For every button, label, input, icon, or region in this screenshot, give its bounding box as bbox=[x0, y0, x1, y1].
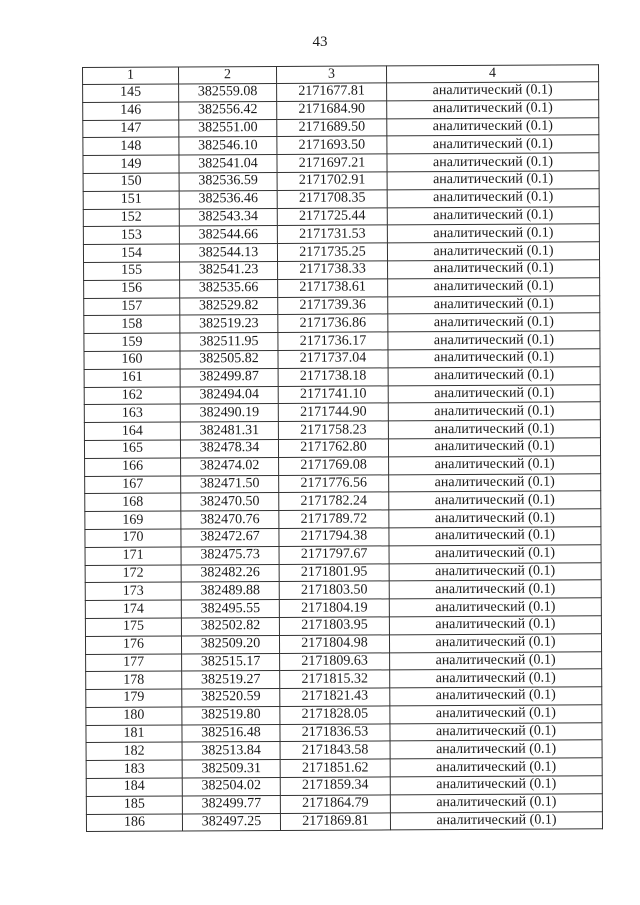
method-cell: аналитический (0.1) bbox=[388, 313, 600, 332]
point-number-cell: 166 bbox=[85, 458, 181, 476]
method-cell: аналитический (0.1) bbox=[389, 456, 601, 475]
x-coordinate-cell: 382475.73 bbox=[181, 546, 279, 564]
point-number-cell: 153 bbox=[83, 226, 179, 244]
x-coordinate-cell: 382470.50 bbox=[181, 493, 279, 511]
y-coordinate-cell: 2171725.44 bbox=[277, 207, 387, 225]
method-cell: аналитический (0.1) bbox=[390, 758, 602, 777]
y-coordinate-cell: 2171736.17 bbox=[278, 332, 388, 350]
method-cell: аналитический (0.1) bbox=[389, 545, 601, 564]
page-number: 43 bbox=[312, 34, 328, 50]
point-number-cell: 175 bbox=[85, 618, 181, 636]
point-number-cell: 170 bbox=[85, 529, 181, 547]
point-number-cell: 173 bbox=[85, 582, 181, 600]
method-cell: аналитический (0.1) bbox=[388, 278, 600, 297]
point-number-cell: 169 bbox=[85, 511, 181, 529]
point-number-cell: 152 bbox=[83, 209, 179, 227]
x-coordinate-cell: 382509.20 bbox=[181, 635, 279, 653]
y-coordinate-cell: 2171776.56 bbox=[279, 474, 389, 492]
y-coordinate-cell: 2171739.36 bbox=[278, 296, 388, 314]
point-number-cell: 159 bbox=[84, 333, 180, 351]
y-coordinate-cell: 2171758.23 bbox=[278, 421, 388, 439]
y-coordinate-cell: 2171762.80 bbox=[278, 439, 388, 457]
y-coordinate-cell: 2171859.34 bbox=[280, 777, 390, 795]
point-number-cell: 181 bbox=[86, 725, 182, 743]
point-number-cell: 180 bbox=[86, 707, 182, 725]
point-number-cell: 164 bbox=[84, 422, 180, 440]
point-number-cell: 149 bbox=[83, 155, 179, 173]
point-number-cell: 183 bbox=[86, 760, 182, 778]
column-header-1: 1 bbox=[83, 67, 179, 85]
point-number-cell: 186 bbox=[86, 814, 182, 832]
point-number-cell: 163 bbox=[84, 404, 180, 422]
method-cell: аналитический (0.1) bbox=[387, 171, 599, 190]
point-number-cell: 162 bbox=[84, 387, 180, 405]
x-coordinate-cell: 382474.02 bbox=[181, 457, 279, 475]
coordinates-table bbox=[82, 64, 603, 832]
y-coordinate-cell: 2171828.05 bbox=[280, 706, 390, 724]
method-cell: аналитический (0.1) bbox=[390, 722, 602, 741]
point-number-cell: 157 bbox=[84, 298, 180, 316]
y-coordinate-cell: 2171869.81 bbox=[280, 813, 390, 831]
method-cell: аналитический (0.1) bbox=[390, 794, 602, 813]
x-coordinate-cell: 382509.31 bbox=[182, 760, 280, 778]
y-coordinate-cell: 2171697.21 bbox=[277, 154, 387, 172]
method-cell: аналитический (0.1) bbox=[388, 349, 600, 368]
x-coordinate-cell: 382529.82 bbox=[180, 297, 278, 315]
point-number-cell: 145 bbox=[83, 84, 179, 102]
method-cell: аналитический (0.1) bbox=[387, 242, 599, 261]
method-cell: аналитический (0.1) bbox=[390, 740, 602, 759]
x-coordinate-cell: 382516.48 bbox=[182, 724, 280, 742]
y-coordinate-cell: 2171693.50 bbox=[277, 136, 387, 154]
method-cell: аналитический (0.1) bbox=[388, 384, 600, 403]
method-cell: аналитический (0.1) bbox=[389, 616, 601, 635]
x-coordinate-cell: 382472.67 bbox=[181, 528, 279, 546]
y-coordinate-cell: 2171708.35 bbox=[277, 190, 387, 208]
table-row bbox=[86, 811, 602, 831]
x-coordinate-cell: 382535.66 bbox=[180, 279, 278, 297]
method-cell: аналитический (0.1) bbox=[387, 135, 599, 154]
x-coordinate-cell: 382502.82 bbox=[181, 617, 279, 635]
method-cell: аналитический (0.1) bbox=[389, 580, 601, 599]
y-coordinate-cell: 2171864.79 bbox=[280, 795, 390, 813]
y-coordinate-cell: 2171851.62 bbox=[280, 759, 390, 777]
method-cell: аналитический (0.1) bbox=[390, 776, 602, 795]
y-coordinate-cell: 2171769.08 bbox=[279, 457, 389, 475]
y-coordinate-cell: 2171803.95 bbox=[279, 617, 389, 635]
method-cell: аналитический (0.1) bbox=[387, 189, 599, 208]
point-number-cell: 151 bbox=[83, 191, 179, 209]
point-number-cell: 147 bbox=[83, 120, 179, 138]
method-cell: аналитический (0.1) bbox=[389, 473, 601, 492]
x-coordinate-cell: 382481.31 bbox=[180, 422, 278, 440]
y-coordinate-cell: 2171737.04 bbox=[278, 350, 388, 368]
point-number-cell: 165 bbox=[84, 440, 180, 458]
point-number-cell: 179 bbox=[86, 689, 182, 707]
point-number-cell: 168 bbox=[85, 493, 181, 511]
method-cell: аналитический (0.1) bbox=[389, 491, 601, 510]
x-coordinate-cell: 382541.04 bbox=[179, 155, 277, 173]
x-coordinate-cell: 382511.95 bbox=[180, 333, 278, 351]
point-number-cell: 150 bbox=[83, 173, 179, 191]
method-cell: аналитический (0.1) bbox=[389, 633, 601, 652]
y-coordinate-cell: 2171809.63 bbox=[280, 652, 390, 670]
method-cell: аналитический (0.1) bbox=[388, 367, 600, 386]
point-number-cell: 172 bbox=[85, 565, 181, 583]
y-coordinate-cell: 2171836.53 bbox=[280, 724, 390, 742]
x-coordinate-cell: 382494.04 bbox=[180, 386, 278, 404]
y-coordinate-cell: 2171803.50 bbox=[279, 581, 389, 599]
method-cell: аналитический (0.1) bbox=[390, 669, 602, 688]
column-header-2: 2 bbox=[179, 66, 277, 84]
x-coordinate-cell: 382551.00 bbox=[179, 119, 277, 137]
point-number-cell: 146 bbox=[83, 102, 179, 120]
point-number-cell: 182 bbox=[86, 742, 182, 760]
method-cell: аналитический (0.1) bbox=[390, 651, 602, 670]
method-cell: аналитический (0.1) bbox=[389, 598, 601, 617]
y-coordinate-cell: 2171684.90 bbox=[277, 101, 387, 119]
y-coordinate-cell: 2171843.58 bbox=[280, 741, 390, 759]
x-coordinate-cell: 382520.59 bbox=[182, 689, 280, 707]
method-cell: аналитический (0.1) bbox=[388, 295, 600, 314]
point-number-cell: 156 bbox=[84, 280, 180, 298]
method-cell: аналитический (0.1) bbox=[390, 687, 602, 706]
x-coordinate-cell: 382499.87 bbox=[180, 368, 278, 386]
y-coordinate-cell: 2171736.86 bbox=[278, 314, 388, 332]
column-header-4: 4 bbox=[386, 65, 598, 83]
y-coordinate-cell: 2171677.81 bbox=[277, 83, 387, 101]
x-coordinate-cell: 382497.25 bbox=[182, 813, 280, 831]
point-number-cell: 171 bbox=[85, 547, 181, 565]
point-number-cell: 148 bbox=[83, 137, 179, 155]
x-coordinate-cell: 382519.80 bbox=[182, 706, 280, 724]
x-coordinate-cell: 382541.23 bbox=[180, 261, 278, 279]
y-coordinate-cell: 2171735.25 bbox=[277, 243, 387, 261]
y-coordinate-cell: 2171741.10 bbox=[278, 385, 388, 403]
x-coordinate-cell: 382543.34 bbox=[179, 208, 277, 226]
x-coordinate-cell: 382544.66 bbox=[179, 226, 277, 244]
x-coordinate-cell: 382544.13 bbox=[179, 244, 277, 262]
method-cell: аналитический (0.1) bbox=[387, 82, 599, 101]
method-cell: аналитический (0.1) bbox=[389, 562, 601, 581]
x-coordinate-cell: 382489.88 bbox=[181, 582, 279, 600]
point-number-cell: 167 bbox=[85, 476, 181, 494]
y-coordinate-cell: 2171804.98 bbox=[279, 635, 389, 653]
point-number-cell: 174 bbox=[85, 600, 181, 618]
method-cell: аналитический (0.1) bbox=[387, 224, 599, 243]
method-cell: аналитический (0.1) bbox=[387, 206, 599, 225]
method-cell: аналитический (0.1) bbox=[390, 705, 602, 724]
point-number-cell: 185 bbox=[86, 796, 182, 814]
y-coordinate-cell: 2171821.43 bbox=[280, 688, 390, 706]
method-cell: аналитический (0.1) bbox=[389, 527, 601, 546]
method-cell: аналитический (0.1) bbox=[388, 438, 600, 457]
method-cell: аналитический (0.1) bbox=[387, 100, 599, 119]
method-cell: аналитический (0.1) bbox=[388, 260, 600, 279]
x-coordinate-cell: 382536.59 bbox=[179, 172, 277, 190]
method-cell: аналитический (0.1) bbox=[390, 811, 602, 830]
x-coordinate-cell: 382470.76 bbox=[181, 511, 279, 529]
column-header-3: 3 bbox=[276, 66, 386, 84]
y-coordinate-cell: 2171804.19 bbox=[279, 599, 389, 617]
y-coordinate-cell: 2171731.53 bbox=[277, 225, 387, 243]
y-coordinate-cell: 2171789.72 bbox=[279, 510, 389, 528]
x-coordinate-cell: 382536.46 bbox=[179, 190, 277, 208]
point-number-cell: 154 bbox=[83, 244, 179, 262]
x-coordinate-cell: 382505.82 bbox=[180, 350, 278, 368]
table-body bbox=[83, 82, 603, 832]
method-cell: аналитический (0.1) bbox=[388, 402, 600, 421]
point-number-cell: 178 bbox=[86, 671, 182, 689]
x-coordinate-cell: 382513.84 bbox=[182, 742, 280, 760]
method-cell: аналитический (0.1) bbox=[389, 509, 601, 528]
y-coordinate-cell: 2171797.67 bbox=[279, 546, 389, 564]
point-number-cell: 161 bbox=[84, 369, 180, 387]
x-coordinate-cell: 382495.55 bbox=[181, 600, 279, 618]
x-coordinate-cell: 382482.26 bbox=[181, 564, 279, 582]
y-coordinate-cell: 2171689.50 bbox=[277, 118, 387, 136]
point-number-cell: 177 bbox=[86, 653, 182, 671]
x-coordinate-cell: 382478.34 bbox=[180, 439, 278, 457]
method-cell: аналитический (0.1) bbox=[388, 331, 600, 350]
y-coordinate-cell: 2171794.38 bbox=[279, 528, 389, 546]
y-coordinate-cell: 2171738.61 bbox=[278, 279, 388, 297]
x-coordinate-cell: 382546.10 bbox=[179, 137, 277, 155]
y-coordinate-cell: 2171738.18 bbox=[278, 368, 388, 386]
y-coordinate-cell: 2171738.33 bbox=[278, 261, 388, 279]
x-coordinate-cell: 382504.02 bbox=[182, 778, 280, 796]
x-coordinate-cell: 382519.23 bbox=[180, 315, 278, 333]
y-coordinate-cell: 2171801.95 bbox=[279, 563, 389, 581]
point-number-cell: 155 bbox=[84, 262, 180, 280]
method-cell: аналитический (0.1) bbox=[387, 117, 599, 136]
x-coordinate-cell: 382556.42 bbox=[179, 101, 277, 119]
y-coordinate-cell: 2171815.32 bbox=[280, 670, 390, 688]
method-cell: аналитический (0.1) bbox=[387, 153, 599, 172]
x-coordinate-cell: 382471.50 bbox=[181, 475, 279, 493]
method-cell: аналитический (0.1) bbox=[388, 420, 600, 439]
x-coordinate-cell: 382490.19 bbox=[180, 404, 278, 422]
y-coordinate-cell: 2171744.90 bbox=[278, 403, 388, 421]
point-number-cell: 160 bbox=[84, 351, 180, 369]
x-coordinate-cell: 382499.77 bbox=[182, 795, 280, 813]
y-coordinate-cell: 2171782.24 bbox=[279, 492, 389, 510]
point-number-cell: 184 bbox=[86, 778, 182, 796]
point-number-cell: 158 bbox=[84, 315, 180, 333]
x-coordinate-cell: 382519.27 bbox=[182, 671, 280, 689]
point-number-cell: 176 bbox=[85, 636, 181, 654]
x-coordinate-cell: 382515.17 bbox=[182, 653, 280, 671]
y-coordinate-cell: 2171702.91 bbox=[277, 172, 387, 190]
x-coordinate-cell: 382559.08 bbox=[179, 83, 277, 101]
